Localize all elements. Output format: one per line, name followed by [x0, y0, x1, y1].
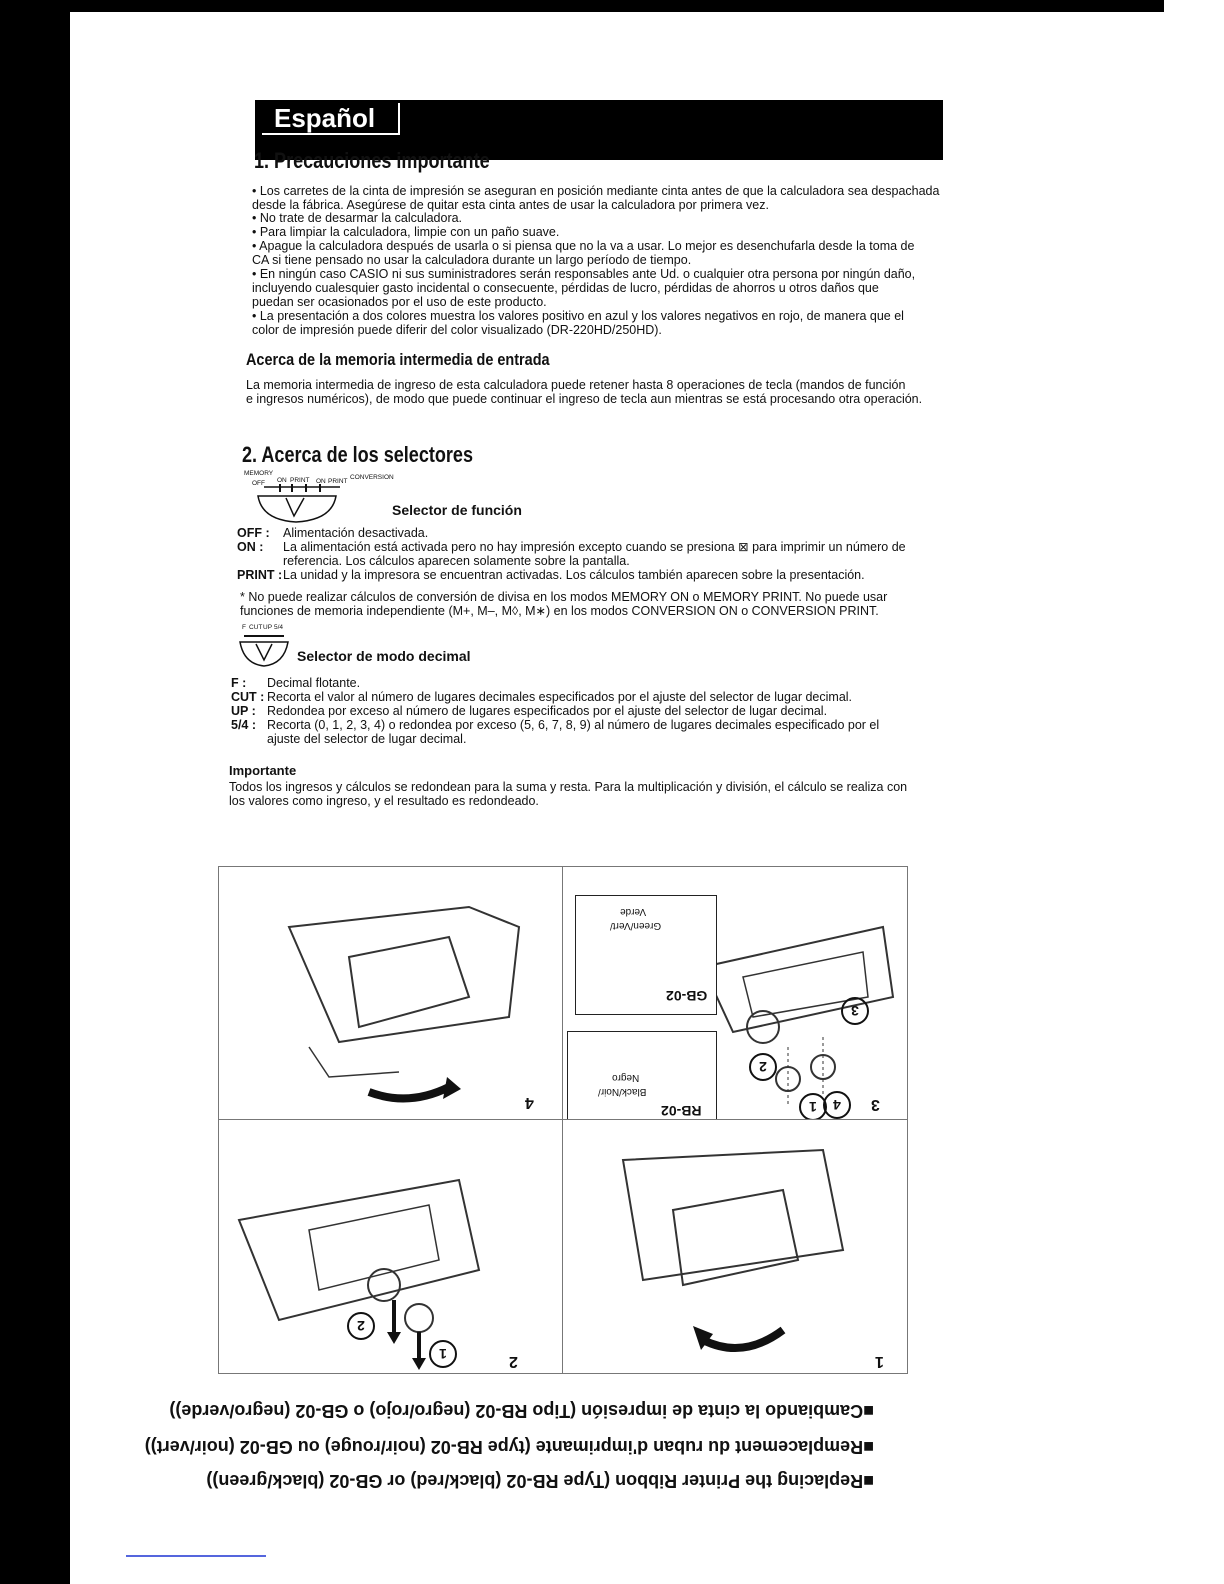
- on-tick-1: ON: [277, 477, 287, 484]
- function-item-text: Alimentación desactivada.: [283, 526, 429, 540]
- circle-1-top: 1: [799, 1093, 827, 1119]
- important-line: Todos los ingresos y cálculos se redondean para la suma y resta. Para la multiplicación y división, el cálculo se realiza con: [229, 780, 908, 794]
- important-title: Importante: [229, 763, 297, 778]
- print-tick-2: PRINT: [328, 478, 348, 485]
- memory-buffer-title: Acerca de la memoria intermedia de entrada: [246, 350, 550, 369]
- decimal-selector-title: Selector de modo decimal: [297, 648, 471, 664]
- precaution-line: • No trate de desarmar la calculadora.: [252, 211, 463, 225]
- function-item-text: referencia. Los cálculos aparecen solamente sobre la pantalla.: [283, 554, 630, 568]
- rb-color-es: Negro: [612, 1072, 640, 1083]
- step-number-1: 1: [875, 1353, 884, 1370]
- decimal-item-text: Redondea por exceso al número de lugares especificados por el ajuste del selector de lugar decimal.: [267, 704, 828, 718]
- decimal-item-label: CUT :: [231, 690, 265, 704]
- section-title-selectors: 2. Acerca de los selectores: [242, 442, 473, 467]
- memory-tick: MEMORY: [244, 470, 274, 477]
- precaution-line: • En ningún caso CASIO ni sus suministradores serán responsables ante Ud. o cualquier otra persona por ningún daño,: [252, 267, 916, 281]
- function-item-text: La alimentación está activada pero no hay impresión excepto cuando se presiona ⊠ para imprimir un número de: [283, 540, 906, 554]
- up-tick: UP: [263, 624, 273, 631]
- function-item-label: OFF :: [237, 526, 270, 540]
- decimal-item: [231, 676, 360, 690]
- conversion-tick: CONVERSION: [350, 474, 394, 481]
- precaution-line: • Para limpiar la calculadora, limpie con un paño suave.: [252, 225, 560, 239]
- function-note-line: * No puede realizar cálculos de conversión de divisa en los modos MEMORY ON o MEMORY PRINT. No puede usar: [240, 590, 888, 604]
- decimal-knob-icon: [236, 624, 296, 670]
- scan-artifact-line: [126, 1555, 266, 1557]
- function-item-label: ON :: [237, 540, 264, 554]
- on-tick-2: ON: [316, 478, 326, 485]
- scan-top-margin: [0, 0, 1164, 12]
- off-tick: OFF: [252, 480, 265, 487]
- rb-color-en: Black/Noir/: [598, 1086, 647, 1097]
- precaution-line: puedan ser ocasionados por el uso de este producto.: [252, 295, 547, 309]
- panel-step-4: [219, 867, 562, 1119]
- gb-color-es: Verde: [620, 906, 647, 917]
- decimal-item-text: Decimal flotante.: [267, 676, 361, 690]
- decimal-item-text: ajuste del selector de lugar decimal.: [267, 732, 467, 746]
- caption-spanish: ■Cambiando la cinta de impresión (Tipo RB-02 (negro/rojo) o GB-02 (negro/verde)): [169, 1401, 874, 1421]
- decimal-item-label: 5/4 :: [231, 718, 257, 732]
- precaution-line: • Apague la calculadora después de usarla o si piensa que no la va a usar. Lo mejor es desenchufarla desde la toma de: [252, 239, 915, 253]
- rb-model-label: RB-02: [661, 1103, 702, 1119]
- precaution-line: • Los carretes de la cinta de impresión se aseguran en posición mediante cinta antes de que la calculadora sea despachada: [252, 184, 940, 198]
- decimal-item: [231, 718, 879, 732]
- language-label: Español: [262, 103, 400, 135]
- precaution-line: CA si tiene pensado no usar la calculadora durante un largo período de tiempo.: [252, 253, 692, 267]
- cut-tick: CUT: [249, 624, 263, 631]
- precaution-line: desde la fábrica. Asegúrese de quitar esta cinta antes de usar la calculadora por primera vez.: [252, 198, 769, 212]
- function-item-text: La unidad y la impresora se encuentran activadas. Los cálculos también aparecen sobre la presentación.: [283, 568, 865, 582]
- gb-model-label: GB-02: [666, 988, 708, 1004]
- panel-step-2: [219, 1120, 562, 1373]
- function-item-label: PRINT :: [237, 568, 283, 582]
- section-title-precautions: 1. Precauciones importante: [254, 148, 490, 173]
- printer-illustration-step4-icon: [219, 867, 562, 1119]
- precaution-line: incluyendo cualesquier gasto incidental o consecuente, pérdidas de lucro, pérdidas de ahorros u otros daños que: [252, 281, 879, 295]
- decimal-item-label: F :: [231, 676, 247, 690]
- gb-color-en: Green/Vert/: [610, 920, 662, 931]
- memory-line: La memoria intermedia de ingreso de esta calculadora puede retener hasta 8 operaciones de tecla (mandos de función: [246, 378, 906, 392]
- decimal-item: [231, 690, 852, 704]
- circle-2-bottom: 2: [347, 1312, 375, 1340]
- caption-french: ■Remplacement du ruban d'imprimante (type RB-02 (noir/rouge) ou GB-02 (noir/vert)): [144, 1437, 874, 1457]
- function-item: [237, 568, 865, 582]
- circle-2-top: 2: [749, 1053, 777, 1081]
- function-item: [237, 540, 906, 554]
- function-item: [237, 526, 428, 540]
- circle-3-top: 3: [841, 997, 869, 1025]
- decimal-item: [231, 732, 466, 746]
- decimal-item: [231, 704, 827, 718]
- f-tick: F: [242, 624, 246, 631]
- print-tick-1: PRINT: [290, 477, 310, 484]
- decimal-item-label: UP :: [231, 704, 256, 718]
- step-number-3: 3: [871, 1096, 880, 1113]
- decimal-item-text: Recorta el valor al número de lugares decimales especificados por el ajuste del selector de lugar decimal.: [267, 690, 853, 704]
- function-selector-graphic: [244, 470, 394, 526]
- selector-knob-icon: [244, 470, 374, 526]
- five-four-tick: 5/4: [274, 624, 284, 631]
- important-line: los valores como ingreso, y el resultado es redondeado.: [229, 794, 539, 808]
- function-note-line: funciones de memoria independiente (M+, M–, M◊, M∗) en los modos CONVERSION ON o CONVERSION PRINT.: [240, 604, 879, 618]
- memory-line: e ingresos numéricos), de modo que puede continuar el ingreso de tecla aun mientras se está procesando otra operación.: [246, 392, 923, 406]
- step-number-4: 4: [525, 1094, 534, 1111]
- panel-step-1: [563, 1120, 907, 1373]
- printer-illustration-step2-icon: [219, 1120, 562, 1373]
- step-number-2: 2: [509, 1353, 518, 1370]
- precaution-line: color de impresión puede diferir del color visualizado (DR-220HD/250HD).: [252, 323, 662, 337]
- callout-gb02: [575, 895, 717, 1015]
- precaution-line: • La presentación a dos colores muestra los valores positivo en azul y los valores negativos en rojo, de manera que el: [252, 309, 904, 323]
- caption-english: ■Replacing the Printer Ribbon (Type RB-02 (black/red) or GB-02 (black/green)): [206, 1471, 874, 1491]
- function-selector-title: Selector de función: [392, 502, 522, 518]
- function-item: [237, 554, 630, 568]
- circle-1-bottom: 1: [429, 1340, 457, 1368]
- printer-illustration-step1-icon: [563, 1120, 907, 1373]
- panel-step-3: [563, 867, 907, 1119]
- decimal-selector-graphic: [236, 624, 296, 670]
- ribbon-figure: [218, 866, 908, 1374]
- circle-4-top: 4: [823, 1091, 851, 1119]
- scan-left-margin: [0, 0, 70, 1584]
- figure-captions: [144, 1374, 874, 1498]
- decimal-item-text: Recorta (0, 1, 2, 3, 4) o redondea por exceso (5, 6, 7, 8, 9) al número de lugares decimales especificado por el: [267, 718, 880, 732]
